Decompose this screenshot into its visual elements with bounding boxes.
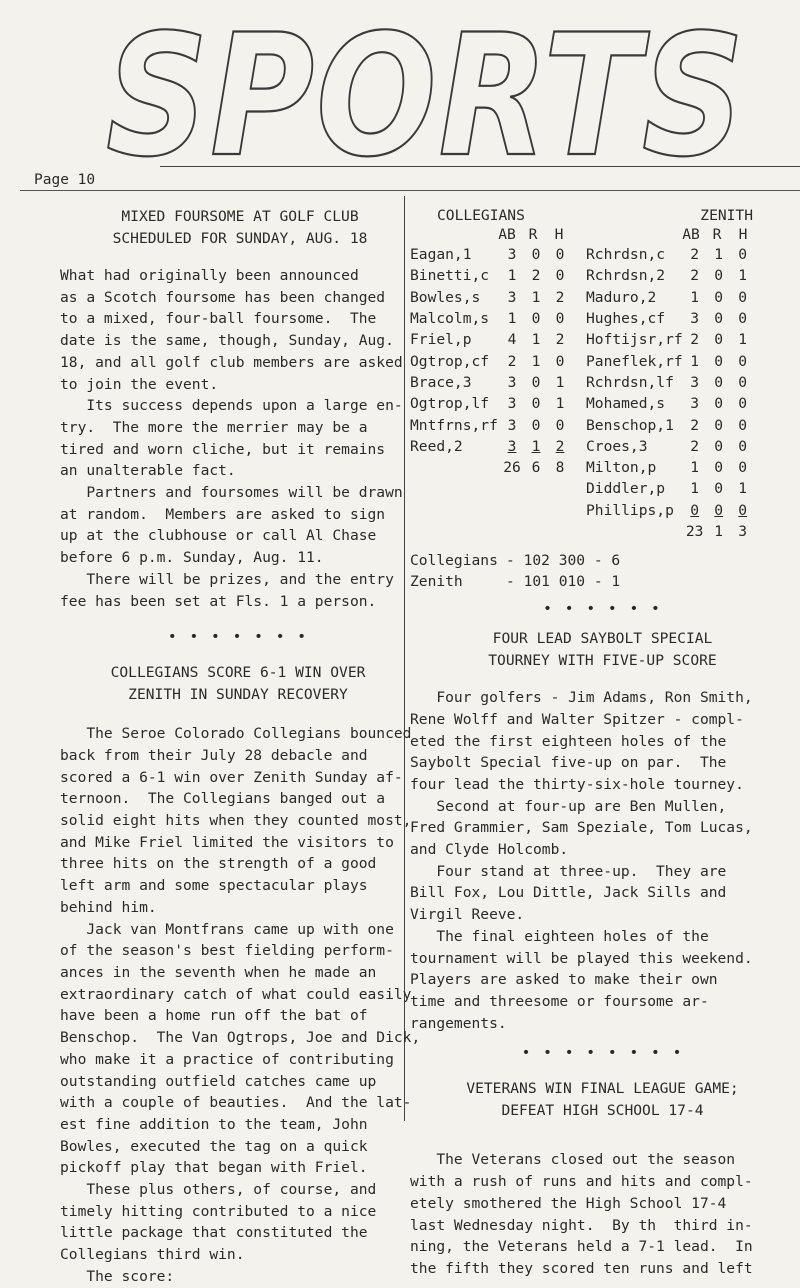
stat-cell: 0 (531, 310, 541, 328)
article-line: date is the same, though, Sunday, Aug. (60, 332, 394, 350)
column-header: AB (682, 226, 700, 243)
stat-cell: 1 (555, 395, 565, 413)
article-line: pickoff play that began with Friel. (60, 1159, 368, 1177)
player-name: Ogtrop,cf (410, 352, 490, 370)
stat-cell: 0 (555, 246, 565, 264)
article-line: Jack van Montfrans came up with one (60, 920, 394, 938)
article-line: at random. Members are asked to sign (60, 505, 386, 523)
stat-cell: 4 (507, 331, 517, 349)
player-name: Mohamed,s (586, 395, 666, 413)
article-line: The Veterans closed out the season (410, 1151, 736, 1169)
stat-cell: 3 (690, 310, 700, 328)
collegians-headline (60, 662, 400, 705)
stat-cell: 0 (531, 246, 541, 264)
article-line: Its success depends upon a large en- (60, 397, 403, 415)
sports-masthead (100, 0, 760, 194)
box-score-column-headers (410, 226, 795, 244)
total-cell: 26 (503, 459, 521, 477)
stat-cell: 0 (714, 501, 724, 519)
article-line: left arm and some spectacular plays (60, 877, 368, 895)
stat-cell: 0 (738, 437, 748, 455)
stat-cell: 0 (714, 480, 724, 498)
stat-cell: 0 (738, 395, 748, 413)
player-name: Ogtrop,lf (410, 395, 490, 413)
article-line: The score: (60, 1267, 175, 1285)
team-left-name: COLLEGIANS (437, 207, 525, 224)
stat-cell: 2 (690, 331, 700, 349)
article-line: eted the first eighteen holes of the (410, 732, 727, 750)
golf-article-body (60, 265, 403, 612)
header-rule (20, 190, 800, 191)
stat-cell: 0 (738, 416, 748, 434)
sports-masthead-logo (100, 0, 760, 194)
article-line: scored a 6-1 win over Zenith Sunday af- (60, 768, 403, 786)
player-name: Brace,3 (410, 373, 472, 391)
player-name: Rchrdsn,2 (586, 267, 666, 285)
stat-cell: 0 (738, 373, 748, 391)
column-header: AB (498, 226, 516, 243)
headline-line: COLLEGIANS SCORE 6-1 WIN OVER (110, 664, 366, 682)
stat-cell: 3 (507, 288, 517, 306)
stat-cell: 2 (531, 267, 541, 285)
stat-cell: 1 (738, 480, 748, 498)
stat-cell: 2 (555, 288, 565, 306)
stat-cell: 2 (690, 416, 700, 434)
player-name: Rchrdsn,c (586, 246, 666, 264)
article-line: Rene Wolff and Walter Spitzer - compl- (410, 710, 744, 728)
article-line: and Mike Friel limited the visitors to (60, 833, 394, 851)
box-score-row (410, 500, 755, 521)
stat-cell: 0 (714, 373, 724, 391)
stat-cell: 1 (690, 459, 700, 477)
stat-cell (548, 500, 572, 521)
stat-cell: 0 (714, 310, 724, 328)
stat-cell: 3 (690, 373, 700, 391)
article-line: Second at four-up are Ben Mullen, (410, 797, 727, 815)
stat-cell: 1 (507, 267, 517, 285)
stat-cell: 0 (714, 352, 724, 370)
stat-cell: 1 (531, 288, 541, 306)
player-name: Mntfrns,rf (410, 416, 498, 434)
stat-cell: 0 (555, 416, 565, 434)
article-line: solid eight hits when they counted most, (60, 812, 412, 830)
article-line: three hits on the strength of a good (60, 855, 377, 873)
stat-cell: 1 (555, 373, 565, 391)
right-column (410, 206, 795, 1280)
masthead-title: SPORTS (106, 0, 746, 194)
separator-dots: • • • • • • • • (521, 1044, 684, 1062)
player-name: Bowles,s (410, 288, 481, 306)
article-line: ances in the seventh when he made an (60, 963, 377, 981)
article-line: fee has been set at Fls. 1 a person. (60, 592, 377, 610)
column-divider (404, 196, 405, 1121)
team-right-name: ZENITH (700, 207, 753, 224)
article-line: with a couple of beauties. And the lat- (60, 1094, 412, 1112)
article-line: last Wednesday night. By th third in- (410, 1216, 753, 1234)
article-line: Four golfers - Jim Adams, Ron Smith, (410, 689, 753, 707)
article-line: ternoon. The Collegians banged out a (60, 790, 386, 808)
article-line: Four stand at three-up. They are (410, 862, 727, 880)
total-cell: 23 (685, 523, 704, 540)
box-score-teams (410, 206, 795, 226)
veterans-article-body (410, 1149, 795, 1279)
total-cell: 8 (555, 459, 565, 477)
article-line: The final eighteen holes of the (410, 927, 709, 945)
player-name: Binetti,c (410, 267, 490, 285)
headline-line: MIXED FOURSOME AT GOLF CLUB (121, 208, 359, 225)
box-score-row (410, 350, 755, 371)
article-line: as a Scotch foursome has been changed (60, 288, 386, 306)
total-cell: 6 (531, 459, 541, 477)
article-line: back from their July 28 debacle and (60, 746, 368, 764)
stat-cell: 3 (507, 395, 517, 413)
column-header: H (554, 226, 564, 243)
stat-cell: 2 (555, 437, 565, 455)
article-line: outstanding outfield catches came up (60, 1072, 377, 1090)
golf-headline (60, 206, 400, 249)
article-line: Fred Grammier, Sam Speziale, Tom Lucas, (410, 819, 753, 837)
box-score-row (410, 414, 755, 435)
article-line: tournament will be played this weekend. (410, 949, 753, 967)
stat-cell: 0 (738, 288, 748, 306)
line-score-row (410, 571, 795, 592)
article-line: etely smothered the High School 17-4 (410, 1194, 727, 1212)
box-score-row (410, 393, 755, 414)
article-line: rangements. (410, 1014, 507, 1032)
stat-cell: 2 (690, 267, 700, 285)
stat-cell (500, 478, 524, 499)
player-name (410, 457, 500, 478)
headline-line: FOUR LEAD SAYBOLT SPECIAL (492, 630, 713, 648)
article-line: with a rush of runs and hits and compl- (410, 1173, 753, 1191)
stat-cell: 0 (738, 352, 748, 370)
box-score-row (410, 521, 755, 542)
total-cell: 1 (714, 523, 724, 540)
article-line: behind him. (60, 898, 157, 916)
article-line: Partners and foursomes will be drawn (60, 484, 403, 502)
stat-cell: 1 (690, 480, 700, 498)
stat-cell: 1 (507, 310, 517, 328)
stat-cell: 0 (738, 246, 748, 264)
article-line: who make it a practice of contributing (60, 1050, 394, 1068)
line-score-row (410, 550, 795, 571)
separator-dots: • • • • • • (543, 600, 662, 618)
stat-cell: 3 (507, 437, 517, 455)
saybolt-headline (410, 628, 795, 671)
separator-dots: • • • • • • • (167, 628, 309, 646)
article-line: Bill Fox, Lou Dittle, Jack Sills and (410, 884, 727, 902)
player-name (410, 478, 500, 499)
column-header: R (712, 226, 722, 243)
stat-cell: 0 (555, 310, 565, 328)
stat-cell: 0 (738, 459, 748, 477)
stat-cell: 2 (690, 246, 700, 264)
stat-cell: 0 (738, 501, 748, 519)
article-line: time and threesome or foursome ar- (410, 993, 709, 1010)
stat-cell: 1 (690, 288, 700, 306)
stat-cell: 1 (531, 331, 541, 349)
article-line: est fine addition to the team, John (60, 1115, 368, 1133)
line-score-team: Collegians (410, 552, 498, 570)
stat-cell: 0 (714, 331, 724, 349)
line-score-team: Zenith (410, 573, 463, 591)
headline-line: VETERANS WIN FINAL LEAGUE GAME; (466, 1080, 739, 1098)
box-score-row (410, 308, 755, 329)
total-cell: 3 (738, 523, 748, 540)
headline-line: ZENITH IN SUNDAY RECOVERY (128, 685, 348, 703)
article-line: before 6 p.m. Sunday, Aug. 11. (60, 549, 324, 567)
box-score-row (410, 265, 755, 286)
article-line: the fifth they scored ten runs and left (410, 1259, 753, 1277)
player-name: Paneflek,rf (586, 352, 683, 370)
stat-cell: 1 (531, 437, 541, 455)
player-name (572, 521, 683, 542)
stat-cell: 1 (714, 246, 724, 264)
article-line: timely hitting contributed to a nice (60, 1202, 377, 1220)
article-line: to a mixed, four-ball foursome. The (60, 310, 377, 328)
stat-cell: 0 (714, 437, 724, 455)
stat-cell: 0 (531, 395, 541, 413)
stat-cell: 0 (531, 416, 541, 434)
page-number: Page 10 (34, 172, 96, 188)
player-name: Eagan,1 (410, 246, 472, 264)
box-score-row (410, 436, 755, 457)
player-name: Phillips,p (586, 501, 674, 519)
box-score-row (410, 287, 755, 308)
box-score-row (410, 329, 755, 350)
article-line: have been a home run off the bat of (60, 1007, 368, 1025)
article-line: These plus others, of course, and (60, 1181, 377, 1199)
line-score (410, 550, 795, 592)
stat-cell (548, 521, 572, 542)
headline-line: SCHEDULED FOR SUNDAY, AUG. 18 (112, 229, 368, 247)
stat-cell: 3 (507, 246, 517, 264)
box-score-row (410, 457, 755, 478)
box-score-table (410, 244, 755, 542)
stat-cell: 2 (507, 352, 517, 370)
headline-line: DEFEAT HIGH SCHOOL 17-4 (501, 1101, 704, 1119)
stat-cell: 1 (738, 267, 748, 285)
stat-cell: 2 (690, 437, 700, 455)
left-column (60, 206, 421, 1288)
box-score-row (410, 372, 755, 393)
masthead-rule (160, 166, 800, 167)
stat-cell (500, 500, 524, 521)
article-line: 18, and all golf club members are asked (60, 353, 403, 371)
article-line: Players are asked to make their own (410, 971, 718, 989)
stat-cell: 0 (690, 501, 700, 519)
player-name: Friel,p (410, 331, 472, 349)
article-line: What had originally been announced (60, 267, 359, 284)
player-name (410, 500, 500, 521)
article-line: up at the clubhouse or call Al Chase (60, 527, 377, 545)
collegians-article-body (60, 723, 421, 1287)
stat-cell: 0 (555, 352, 565, 370)
stat-cell: 0 (555, 267, 565, 285)
veterans-headline (410, 1078, 795, 1121)
article-line: four lead the thirty-six-hole tourney. (410, 775, 744, 793)
article-line: of the season's best fielding perform- (60, 942, 394, 960)
stat-cell: 0 (714, 267, 724, 285)
stat-cell (548, 478, 572, 499)
stat-cell: 3 (507, 416, 517, 434)
stat-cell: 0 (738, 310, 748, 328)
article-line: and Clyde Holcomb. (410, 841, 569, 859)
player-name: Reed,2 (410, 437, 463, 455)
stat-cell: 1 (690, 352, 700, 370)
player-name: Benschop,1 (586, 416, 674, 434)
article-line: extraordinary catch of what could easily (60, 985, 412, 1003)
player-name (410, 521, 500, 542)
stat-cell: 0 (714, 459, 724, 477)
article-line: Bowles, executed the tag on a quick (60, 1137, 368, 1155)
box-score-row (410, 244, 755, 265)
player-name: Hoftijsr,rf (586, 331, 683, 349)
stat-cell: 0 (714, 395, 724, 413)
column-header: H (738, 226, 748, 243)
column-header: R (528, 226, 538, 243)
article-line: tired and worn cliche, but it remains (60, 440, 386, 458)
player-name: Croes,3 (586, 437, 648, 455)
article-line: an unalterable fact. (60, 462, 236, 480)
player-name: Rchrdsn,lf (586, 373, 674, 391)
stat-cell: 3 (690, 395, 700, 413)
stat-cell: 0 (714, 416, 724, 434)
article-line: to join the event. (60, 375, 219, 393)
article-line: Virgil Reeve. (410, 906, 525, 924)
article-line: ning, the Veterans held a 7-1 lead. In (410, 1238, 753, 1256)
stat-cell: 0 (714, 288, 724, 306)
saybolt-article-body (410, 687, 795, 1034)
line-score-value: - 101 010 - 1 (506, 573, 621, 591)
stat-cell: 3 (507, 373, 517, 391)
stat-cell: 1 (531, 352, 541, 370)
player-name: Malcolm,s (410, 310, 490, 328)
stat-cell (524, 478, 548, 499)
stat-cell (500, 521, 524, 542)
article-line: Collegians third win. (60, 1246, 245, 1264)
article-line: The Seroe Colorado Collegians bounced (60, 725, 412, 743)
stat-cell: 2 (555, 331, 565, 349)
player-name: Milton,p (586, 459, 657, 477)
stat-cell (524, 500, 548, 521)
article-line: Saybolt Special five-up on par. The (410, 754, 727, 772)
player-name: Diddler,p (586, 480, 666, 498)
player-name: Maduro,2 (586, 288, 657, 306)
stat-cell: 1 (738, 331, 748, 349)
stat-cell: 0 (531, 373, 541, 391)
article-line: little package that constituted the (60, 1224, 368, 1242)
player-name: Hughes,cf (586, 310, 666, 328)
article-line: There will be prizes, and the entry (60, 570, 394, 588)
stat-cell (524, 521, 548, 542)
article-line: try. The more the merrier may be a (60, 418, 368, 436)
line-score-value: - 102 300 - 6 (506, 552, 621, 570)
article-line: Benschop. The Van Ogtrops, Joe and Dick, (60, 1029, 421, 1047)
box-score-row (410, 478, 755, 499)
headline-line: TOURNEY WITH FIVE-UP SCORE (488, 651, 717, 669)
